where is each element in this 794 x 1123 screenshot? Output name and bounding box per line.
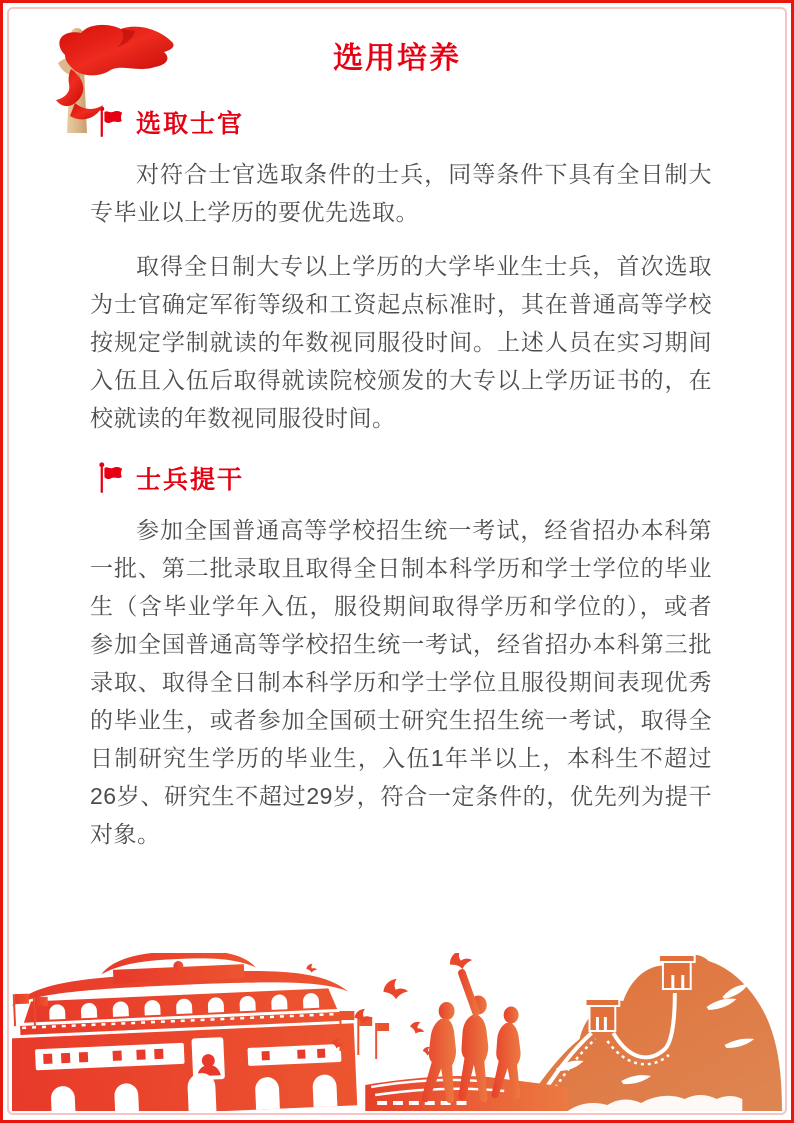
section-heading-label: 士兵提干: [136, 466, 245, 494]
paragraph: 取得全日制大专以上学历的大学毕业生士兵，首次选取为士官确定军衔等级和工资起点标准时，其在普通高等学校按规定学制就读的年数视同服役时间。上述人员在实习期间入伍且入伍后取得就读院校颁发的大专以上学历证书的，在校就读的年数视同服役时间。: [90, 253, 712, 431]
footer-illustration: [12, 953, 782, 1111]
red-flag-icon: [98, 462, 124, 494]
section-heading: [98, 461, 791, 495]
paragraph: 参加全国普通高等学校招生统一考试，经省招办本科第一批、第二批录取且取得全日制本科学历和学士学位的毕业生（含毕业学年入伍，服役期间取得学历和学位的），或者参加全国普通高等学校招生统一考试，经省招办本科第三批录取、取得全日制本科学历和学士学位且服役期间表现优秀的毕业生，或者参加全国硕士研究生招生统一考试，取得全日制研究生学历的毕业生，入伍1年半以上，本科生不超过26岁、研究生不超过29岁，符合一定条件的，优先列为提干对象。: [90, 517, 712, 847]
section-soldier-promotion: [3, 461, 791, 853]
section-heading: [98, 105, 791, 139]
section-heading-label: 选取士官: [136, 110, 245, 138]
tiananmen-silhouette: [12, 953, 357, 1111]
page-title: 选用培养: [333, 42, 461, 75]
paragraph: 对符合士官选取条件的士兵，同等条件下具有全日制大专毕业以上学历的要优先选取。: [90, 161, 712, 225]
section-select-nco: [3, 105, 791, 437]
